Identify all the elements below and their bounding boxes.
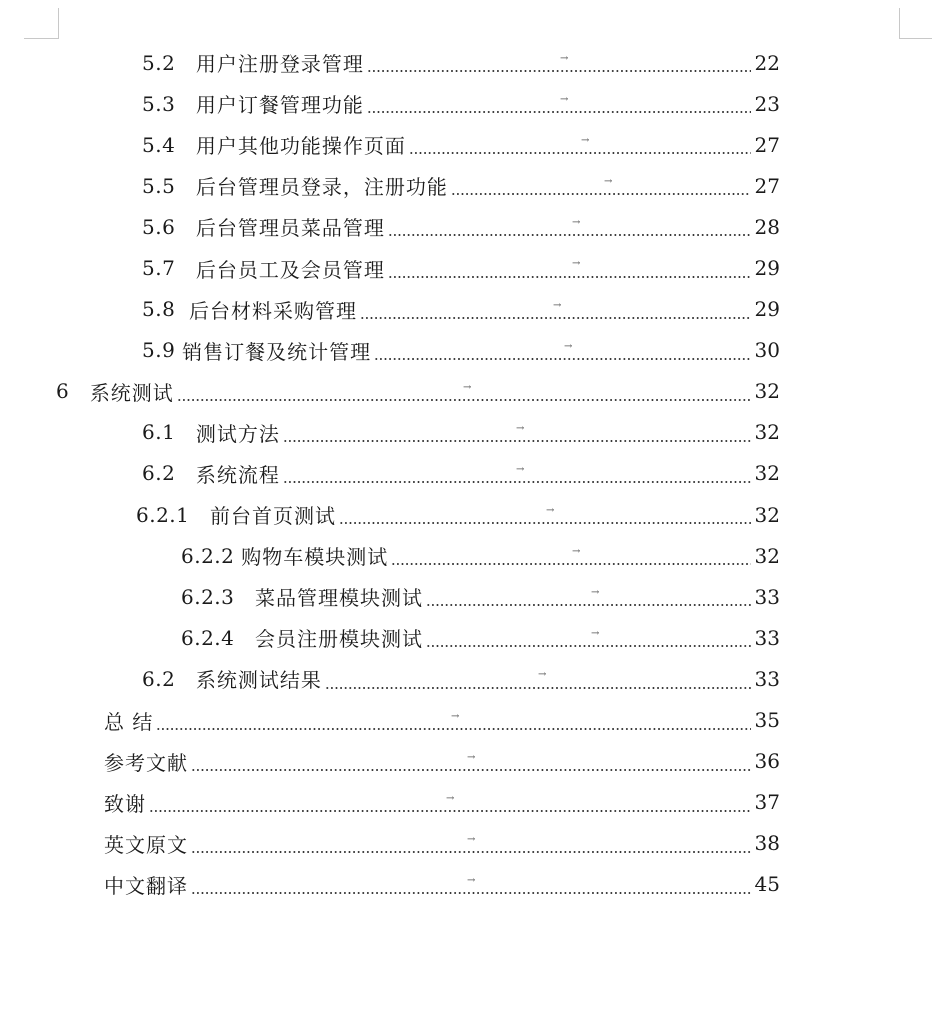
toc-entry-gap bbox=[175, 174, 196, 198]
toc-page-number: 45 bbox=[754, 872, 780, 897]
toc-entry[interactable] bbox=[0, 535, 938, 576]
toc-entry[interactable] bbox=[0, 658, 938, 699]
toc-entry[interactable] bbox=[0, 700, 938, 741]
toc-dot-leader bbox=[177, 399, 751, 401]
toc-entry-title: 后台员工及会员管理 bbox=[195, 257, 385, 282]
toc-entry-gap bbox=[175, 461, 196, 485]
toc-entry-number: 6.2 bbox=[142, 461, 176, 486]
toc-entry[interactable] bbox=[0, 576, 938, 617]
toc-entry-gap bbox=[175, 256, 196, 280]
tab-marker-icon: → bbox=[591, 587, 600, 599]
tab-marker-icon: → bbox=[446, 792, 455, 804]
toc-dot-leader bbox=[360, 317, 751, 319]
tab-marker-icon: → bbox=[538, 669, 547, 681]
toc-dot-leader bbox=[374, 358, 751, 360]
tab-marker-icon: → bbox=[564, 340, 573, 352]
toc-entry-gap bbox=[175, 51, 196, 75]
toc-dot-leader bbox=[191, 892, 751, 894]
toc-entry-title: 中文翻译 bbox=[104, 873, 188, 898]
toc-entry-title: 系统测试 bbox=[89, 380, 174, 405]
toc-entry-title: 前台首页测试 bbox=[209, 504, 336, 529]
toc-entry-number: 6.2.2 bbox=[181, 543, 235, 568]
toc-entry-number: 6.2.1 bbox=[136, 502, 190, 527]
toc-entry-gap bbox=[69, 379, 90, 403]
toc-page-number: 33 bbox=[754, 666, 780, 691]
toc-entry-title: 英文原文 bbox=[104, 832, 188, 857]
toc-entry-gap bbox=[175, 133, 196, 157]
toc-page-number: 29 bbox=[754, 256, 780, 281]
toc-entry-number: 5.6 bbox=[142, 214, 176, 239]
tab-marker-icon: → bbox=[467, 751, 476, 763]
toc-dot-leader bbox=[388, 276, 751, 278]
toc-entry-title: 用户注册登录管理 bbox=[195, 52, 364, 77]
tab-marker-icon: → bbox=[591, 628, 600, 640]
toc-entry[interactable] bbox=[0, 741, 938, 782]
toc-page-number: 32 bbox=[754, 461, 780, 486]
toc-dot-leader bbox=[426, 645, 751, 647]
toc-entry-number: 5.3 bbox=[142, 91, 176, 116]
toc-entry-gap bbox=[175, 297, 189, 321]
toc-entry-number: 6.1 bbox=[142, 420, 176, 445]
toc-entry-title: 致谢 bbox=[104, 791, 146, 816]
toc-dot-leader bbox=[191, 769, 751, 771]
toc-dot-leader bbox=[325, 687, 751, 689]
toc-entry-number: 5.8 bbox=[142, 297, 176, 322]
toc-entry-number: 5.7 bbox=[142, 256, 176, 281]
toc-entry-number: 6.2.3 bbox=[181, 584, 235, 609]
toc-entry[interactable] bbox=[0, 289, 938, 330]
tab-marker-icon: → bbox=[553, 299, 562, 311]
toc-dot-leader bbox=[149, 810, 751, 812]
toc-page-number: 38 bbox=[754, 831, 780, 856]
toc-dot-leader bbox=[409, 152, 751, 154]
toc-dot-leader bbox=[339, 522, 751, 524]
toc-entry-gap bbox=[234, 585, 255, 609]
toc-entry[interactable] bbox=[0, 494, 938, 535]
toc-page-number: 29 bbox=[754, 297, 780, 322]
toc-page-number: 27 bbox=[754, 132, 780, 157]
toc-entry-gap bbox=[175, 420, 196, 444]
toc-dot-leader bbox=[283, 440, 751, 442]
toc-entry-number: 5.4 bbox=[142, 132, 176, 157]
toc-entry[interactable] bbox=[0, 371, 938, 412]
tab-marker-icon: → bbox=[572, 258, 581, 270]
toc-entry[interactable] bbox=[0, 412, 938, 453]
toc-entry-title: 菜品管理模块测试 bbox=[254, 586, 423, 611]
toc-page-number: 27 bbox=[754, 173, 780, 198]
toc-entry-gap bbox=[234, 626, 255, 650]
toc-entry-gap bbox=[175, 667, 196, 691]
toc-entry-gap bbox=[189, 503, 210, 527]
toc-page-number: 32 bbox=[754, 420, 780, 445]
toc-entry[interactable] bbox=[0, 42, 938, 83]
toc-dot-leader bbox=[451, 193, 751, 195]
toc-page-number: 22 bbox=[754, 50, 780, 75]
toc-entry-gap bbox=[175, 92, 196, 116]
toc-page-number: 33 bbox=[754, 625, 780, 650]
toc-page-number: 32 bbox=[754, 543, 780, 568]
toc-entry-title: 系统测试结果 bbox=[195, 668, 322, 693]
toc-entry-title: 参考文献 bbox=[104, 750, 188, 775]
toc-entry[interactable] bbox=[0, 782, 938, 823]
toc-entry-title: 测试方法 bbox=[195, 421, 280, 446]
tab-marker-icon: → bbox=[604, 176, 613, 188]
toc-entry-title: 后台管理员登录，注册功能 bbox=[195, 175, 448, 200]
toc-entry[interactable] bbox=[0, 247, 938, 288]
toc-entry-number: 6 bbox=[56, 379, 70, 404]
tab-marker-icon: → bbox=[560, 94, 569, 106]
tab-marker-icon: → bbox=[463, 381, 472, 393]
toc-entry[interactable] bbox=[0, 453, 938, 494]
tab-marker-icon: → bbox=[516, 463, 525, 475]
toc-entry-title: 购物车模块测试 bbox=[241, 545, 389, 570]
toc-entry-title: 会员注册模块测试 bbox=[254, 627, 423, 652]
toc-entry-gap bbox=[175, 215, 196, 239]
toc-dot-leader bbox=[367, 70, 751, 72]
tab-marker-icon: → bbox=[467, 874, 476, 886]
toc-entry-title: 销售订餐及统计管理 bbox=[182, 339, 372, 364]
crop-mark-top-left bbox=[24, 8, 59, 39]
toc-dot-leader bbox=[283, 481, 751, 483]
tab-marker-icon: → bbox=[451, 710, 460, 722]
toc-page-number: 23 bbox=[754, 91, 780, 116]
toc-entry[interactable] bbox=[0, 165, 938, 206]
toc-page-number: 37 bbox=[754, 790, 780, 815]
tab-marker-icon: → bbox=[546, 505, 555, 517]
toc-entry-title: 后台管理员菜品管理 bbox=[195, 216, 385, 241]
toc-entry[interactable] bbox=[0, 206, 938, 247]
toc-dot-leader bbox=[191, 851, 751, 853]
toc-dot-leader bbox=[156, 728, 751, 730]
toc-entry[interactable] bbox=[0, 864, 938, 905]
toc-dot-leader bbox=[388, 234, 751, 236]
toc-entry[interactable] bbox=[0, 124, 938, 165]
toc-page-number: 36 bbox=[754, 749, 780, 774]
toc-entry-number: 5.2 bbox=[142, 50, 176, 75]
toc-entry-title: 总 结 bbox=[104, 709, 154, 734]
tab-marker-icon: → bbox=[560, 53, 569, 64]
toc-entry-title: 用户其他功能操作页面 bbox=[195, 134, 406, 159]
toc-entry[interactable] bbox=[0, 823, 938, 864]
toc-page-number: 30 bbox=[754, 338, 780, 363]
toc-entry-gap bbox=[175, 338, 182, 362]
toc-entry-number: 5.9 bbox=[142, 338, 176, 363]
toc-entry-title: 系统流程 bbox=[195, 462, 280, 487]
toc-page-number: 33 bbox=[754, 584, 780, 609]
toc-entry-gap bbox=[234, 544, 241, 568]
toc-dot-leader bbox=[426, 604, 751, 606]
tab-marker-icon: → bbox=[516, 422, 525, 434]
toc-entry[interactable] bbox=[0, 330, 938, 371]
toc-entry-title: 后台材料采购管理 bbox=[189, 298, 358, 323]
toc-page-number: 32 bbox=[754, 379, 780, 404]
crop-mark-top-right bbox=[899, 8, 932, 39]
toc-entry[interactable] bbox=[0, 617, 938, 658]
tab-marker-icon: → bbox=[572, 546, 581, 558]
toc-page-number: 32 bbox=[754, 502, 780, 527]
toc-entry-number: 6.2.4 bbox=[181, 625, 235, 650]
toc-dot-leader bbox=[367, 111, 751, 113]
table-of-contents bbox=[0, 42, 938, 905]
toc-page-number: 28 bbox=[754, 214, 780, 239]
tab-marker-icon: → bbox=[572, 217, 581, 229]
toc-entry[interactable] bbox=[0, 83, 938, 124]
tab-marker-icon: → bbox=[581, 135, 590, 147]
toc-entry-title: 用户订餐管理功能 bbox=[195, 93, 364, 118]
toc-entry-number: 5.5 bbox=[142, 173, 176, 198]
toc-dot-leader bbox=[391, 563, 751, 565]
toc-entry-number: 6.2 bbox=[142, 666, 176, 691]
toc-page-number: 35 bbox=[754, 708, 780, 733]
tab-marker-icon: → bbox=[467, 833, 476, 845]
